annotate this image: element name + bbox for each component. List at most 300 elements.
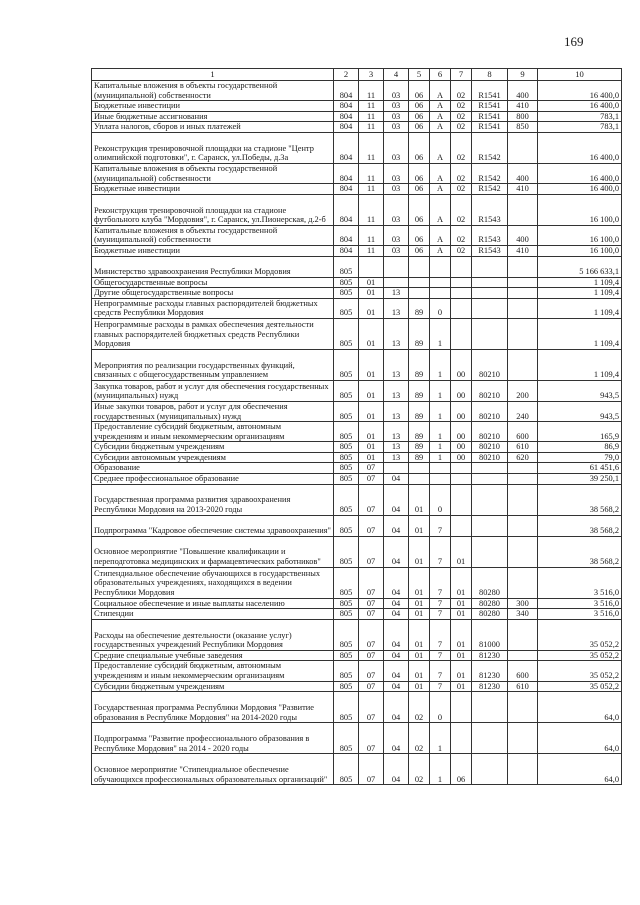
row-name-cell: Реконструкция тренировочной площадки на стадионе "Центр олимпийской подготовки", г. Саранск, ул.Победы, д.3а <box>92 132 334 163</box>
direction-code-cell: 81230 <box>472 681 508 692</box>
section-code-cell: 11 <box>359 225 384 245</box>
ministry-code-cell: 804 <box>334 194 359 225</box>
section-code-cell: 11 <box>359 111 384 122</box>
amount-cell: 783,1 <box>538 122 622 133</box>
amount-cell: 1 109,4 <box>538 349 622 380</box>
amount-cell: 35 052,2 <box>538 619 622 650</box>
subprogram-code-cell: 1 <box>430 380 451 401</box>
program-code-cell: 06 <box>409 81 430 101</box>
activity-code-cell <box>451 256 472 277</box>
header-cell-1: 1 <box>92 69 334 81</box>
program-code-cell: 06 <box>409 163 430 183</box>
budget-table <box>91 68 622 785</box>
row-name-cell: Среднее профессиональное образование <box>92 474 334 485</box>
amount-cell: 39 250,1 <box>538 474 622 485</box>
table-row <box>92 484 622 515</box>
subsection-code-cell: 03 <box>384 111 409 122</box>
ministry-code-cell: 804 <box>334 225 359 245</box>
program-code-cell: 01 <box>409 515 430 536</box>
activity-code-cell <box>451 318 472 349</box>
program-code-cell: 89 <box>409 349 430 380</box>
table-row <box>92 277 622 288</box>
program-code-cell: 89 <box>409 318 430 349</box>
program-code-cell: 89 <box>409 298 430 318</box>
subsection-code-cell: 04 <box>384 723 409 754</box>
row-name-cell: Министерство здравоохранения Республики Мордовия <box>92 256 334 277</box>
subprogram-code-cell: 0 <box>430 692 451 723</box>
program-code-cell <box>409 474 430 485</box>
expense-type-code-cell <box>508 754 538 785</box>
subprogram-code-cell: 7 <box>430 650 451 661</box>
activity-code-cell: 02 <box>451 163 472 183</box>
program-code-cell: 02 <box>409 723 430 754</box>
ministry-code-cell: 804 <box>334 81 359 101</box>
subprogram-code-cell: 7 <box>430 681 451 692</box>
row-name-cell: Капитальные вложения в объекты государственной (муниципальной) собственности <box>92 225 334 245</box>
subsection-code-cell: 04 <box>384 754 409 785</box>
activity-code-cell: 01 <box>451 661 472 681</box>
expense-type-code-cell: 800 <box>508 111 538 122</box>
row-name-cell: Капитальные вложения в объекты государственной (муниципальной) собственности <box>92 163 334 183</box>
table-row <box>92 515 622 536</box>
table-row <box>92 245 622 256</box>
subprogram-code-cell: 1 <box>430 754 451 785</box>
direction-code-cell: 80210 <box>472 452 508 463</box>
section-code-cell: 11 <box>359 101 384 112</box>
subprogram-code-cell: А <box>430 81 451 101</box>
expense-type-code-cell <box>508 298 538 318</box>
row-name-cell: Социальное обеспечение и иные выплаты населению <box>92 598 334 609</box>
subprogram-code-cell: 1 <box>430 422 451 442</box>
expense-type-code-cell: 600 <box>508 661 538 681</box>
section-code-cell: 07 <box>359 609 384 620</box>
expense-type-code-cell <box>508 484 538 515</box>
row-name-cell: Непрограммные расходы главных распорядителей бюджетных средств Республики Мордовия <box>92 298 334 318</box>
amount-cell: 35 052,2 <box>538 650 622 661</box>
table-row <box>92 122 622 133</box>
ministry-code-cell: 805 <box>334 723 359 754</box>
activity-code-cell: 01 <box>451 650 472 661</box>
ministry-code-cell: 804 <box>334 101 359 112</box>
ministry-code-cell: 805 <box>334 474 359 485</box>
expense-type-code-cell: 200 <box>508 380 538 401</box>
activity-code-cell: 02 <box>451 184 472 195</box>
ministry-code-cell: 805 <box>334 256 359 277</box>
subprogram-code-cell: 7 <box>430 515 451 536</box>
direction-code-cell <box>472 536 508 567</box>
section-code-cell: 01 <box>359 349 384 380</box>
amount-cell: 1 109,4 <box>538 318 622 349</box>
row-name-cell: Средние специальные учебные заведения <box>92 650 334 661</box>
row-name-cell: Субсидии бюджетным учреждениям <box>92 442 334 453</box>
subsection-code-cell <box>384 256 409 277</box>
row-name-cell: Субсидии автономным учреждениям <box>92 452 334 463</box>
activity-code-cell: 01 <box>451 567 472 598</box>
activity-code-cell: 02 <box>451 245 472 256</box>
section-code-cell: 01 <box>359 298 384 318</box>
table-row <box>92 132 622 163</box>
section-code-cell: 07 <box>359 650 384 661</box>
direction-code-cell: 81230 <box>472 661 508 681</box>
program-code-cell: 01 <box>409 484 430 515</box>
row-name-cell: Подпрограмма "Развитие профессионального образования в Республике Мордовия" на 2014 - 2020 годы <box>92 723 334 754</box>
ministry-code-cell: 805 <box>334 422 359 442</box>
header-cell-3: 3 <box>359 69 384 81</box>
activity-code-cell: 00 <box>451 380 472 401</box>
row-name-cell: Непрограммные расходы в рамках обеспечения деятельности главных распорядителей бюджетных средств Республики Мордовия <box>92 318 334 349</box>
subsection-code-cell: 03 <box>384 163 409 183</box>
section-code-cell: 01 <box>359 318 384 349</box>
expense-type-code-cell: 240 <box>508 401 538 421</box>
program-code-cell: 89 <box>409 422 430 442</box>
expense-type-code-cell: 410 <box>508 101 538 112</box>
expense-type-code-cell <box>508 723 538 754</box>
amount-cell: 1 109,4 <box>538 288 622 299</box>
direction-code-cell: R1541 <box>472 122 508 133</box>
table-row <box>92 81 622 101</box>
ministry-code-cell: 805 <box>334 661 359 681</box>
direction-code-cell <box>472 474 508 485</box>
table-row <box>92 463 622 474</box>
activity-code-cell: 01 <box>451 536 472 567</box>
subsection-code-cell: 04 <box>384 650 409 661</box>
direction-code-cell: R1541 <box>472 81 508 101</box>
header-cell-6: 6 <box>430 69 451 81</box>
header-cell-2: 2 <box>334 69 359 81</box>
table-row <box>92 723 622 754</box>
amount-cell: 35 052,2 <box>538 681 622 692</box>
direction-code-cell: 80210 <box>472 422 508 442</box>
expense-type-code-cell: 600 <box>508 422 538 442</box>
subsection-code-cell: 03 <box>384 101 409 112</box>
row-name-cell: Государственная программа Республики Мордовия "Развитие образования в Республике Мордовия" на 2014-2020 годы <box>92 692 334 723</box>
activity-code-cell <box>451 692 472 723</box>
direction-code-cell: 80280 <box>472 609 508 620</box>
section-code-cell <box>359 256 384 277</box>
direction-code-cell: 81000 <box>472 619 508 650</box>
direction-code-cell: R1541 <box>472 111 508 122</box>
row-name-cell: Предоставление субсидий бюджетным, автономным учреждениям и иным некоммерческим организациям <box>92 422 334 442</box>
ministry-code-cell: 804 <box>334 132 359 163</box>
ministry-code-cell: 805 <box>334 288 359 299</box>
budget-table-container <box>91 68 621 785</box>
amount-cell: 79,0 <box>538 452 622 463</box>
ministry-code-cell: 804 <box>334 163 359 183</box>
ministry-code-cell: 805 <box>334 349 359 380</box>
amount-cell: 61 451,6 <box>538 463 622 474</box>
expense-type-code-cell: 400 <box>508 163 538 183</box>
section-code-cell: 01 <box>359 380 384 401</box>
section-code-cell: 01 <box>359 277 384 288</box>
table-row <box>92 452 622 463</box>
direction-code-cell: 80210 <box>472 442 508 453</box>
subsection-code-cell: 03 <box>384 184 409 195</box>
expense-type-code-cell <box>508 194 538 225</box>
direction-code-cell: R1543 <box>472 245 508 256</box>
ministry-code-cell: 805 <box>334 536 359 567</box>
program-code-cell: 01 <box>409 619 430 650</box>
program-code-cell: 89 <box>409 442 430 453</box>
table-row <box>92 567 622 598</box>
amount-cell: 38 568,2 <box>538 536 622 567</box>
expense-type-code-cell: 410 <box>508 245 538 256</box>
section-code-cell: 07 <box>359 661 384 681</box>
table-row <box>92 692 622 723</box>
subprogram-code-cell: А <box>430 184 451 195</box>
table-row <box>92 401 622 421</box>
row-name-cell: Мероприятия по реализации государственных функций, связанных с общегосударственным управлением <box>92 349 334 380</box>
amount-cell: 16 400,0 <box>538 132 622 163</box>
amount-cell: 86,9 <box>538 442 622 453</box>
direction-code-cell: R1543 <box>472 225 508 245</box>
table-row <box>92 661 622 681</box>
table-row <box>92 380 622 401</box>
table-row <box>92 650 622 661</box>
expense-type-code-cell: 610 <box>508 442 538 453</box>
amount-cell: 16 400,0 <box>538 81 622 101</box>
expense-type-code-cell <box>508 349 538 380</box>
section-code-cell: 07 <box>359 619 384 650</box>
table-row <box>92 609 622 620</box>
amount-cell: 3 516,0 <box>538 567 622 598</box>
expense-type-code-cell: 400 <box>508 225 538 245</box>
amount-cell: 3 516,0 <box>538 609 622 620</box>
ministry-code-cell: 805 <box>334 401 359 421</box>
ministry-code-cell: 805 <box>334 650 359 661</box>
section-code-cell: 11 <box>359 132 384 163</box>
table-row <box>92 184 622 195</box>
expense-type-code-cell <box>508 567 538 598</box>
amount-cell: 165,9 <box>538 422 622 442</box>
subsection-code-cell: 03 <box>384 194 409 225</box>
subsection-code-cell: 03 <box>384 81 409 101</box>
program-code-cell: 01 <box>409 536 430 567</box>
subsection-code-cell: 04 <box>384 567 409 598</box>
expense-type-code-cell: 620 <box>508 452 538 463</box>
table-row <box>92 349 622 380</box>
section-code-cell: 07 <box>359 463 384 474</box>
direction-code-cell <box>472 754 508 785</box>
section-code-cell: 01 <box>359 442 384 453</box>
ministry-code-cell: 805 <box>334 298 359 318</box>
amount-cell: 943,5 <box>538 380 622 401</box>
table-row <box>92 111 622 122</box>
subsection-code-cell: 13 <box>384 318 409 349</box>
amount-cell: 38 568,2 <box>538 515 622 536</box>
subprogram-code-cell: А <box>430 111 451 122</box>
table-row <box>92 754 622 785</box>
program-code-cell: 01 <box>409 609 430 620</box>
page-number: 169 <box>564 34 584 49</box>
subprogram-code-cell <box>430 256 451 277</box>
row-name-cell: Иные закупки товаров, работ и услуг для обеспечения государственных (муниципальных) нужд <box>92 401 334 421</box>
program-code-cell: 06 <box>409 122 430 133</box>
amount-cell: 16 100,0 <box>538 225 622 245</box>
section-code-cell: 01 <box>359 401 384 421</box>
program-code-cell: 89 <box>409 380 430 401</box>
ministry-code-cell: 805 <box>334 277 359 288</box>
activity-code-cell <box>451 723 472 754</box>
row-name-cell: Основное мероприятие "Повышение квалификации и переподготовка медицинских и фармацевтических работников" <box>92 536 334 567</box>
ministry-code-cell: 805 <box>334 442 359 453</box>
direction-code-cell <box>472 277 508 288</box>
activity-code-cell <box>451 277 472 288</box>
budget-table-body <box>92 69 622 785</box>
amount-cell: 16 400,0 <box>538 163 622 183</box>
section-code-cell: 07 <box>359 681 384 692</box>
expense-type-code-cell <box>508 536 538 567</box>
subsection-code-cell: 04 <box>384 515 409 536</box>
subsection-code-cell: 13 <box>384 349 409 380</box>
row-name-cell: Основное мероприятие "Стипендиальное обеспечение обучающихся профессиональных образовательных организаций" <box>92 754 334 785</box>
subprogram-code-cell: 7 <box>430 609 451 620</box>
expense-type-code-cell <box>508 692 538 723</box>
subprogram-code-cell: А <box>430 132 451 163</box>
direction-code-cell <box>472 298 508 318</box>
section-code-cell: 07 <box>359 474 384 485</box>
row-name-cell: Стипендии <box>92 609 334 620</box>
expense-type-code-cell <box>508 650 538 661</box>
activity-code-cell <box>451 288 472 299</box>
section-code-cell: 07 <box>359 692 384 723</box>
section-code-cell: 07 <box>359 515 384 536</box>
amount-cell: 64,0 <box>538 754 622 785</box>
subprogram-code-cell: 7 <box>430 661 451 681</box>
program-code-cell: 06 <box>409 194 430 225</box>
activity-code-cell: 02 <box>451 111 472 122</box>
program-code-cell: 06 <box>409 132 430 163</box>
subsection-code-cell <box>384 277 409 288</box>
row-name-cell: Другие общегосударственные вопросы <box>92 288 334 299</box>
table-row <box>92 422 622 442</box>
row-name-cell: Государственная программа развития здравоохранения Республики Мордовия на 2013-2020 годы <box>92 484 334 515</box>
amount-cell: 1 109,4 <box>538 298 622 318</box>
section-code-cell: 07 <box>359 598 384 609</box>
direction-code-cell: R1542 <box>472 163 508 183</box>
direction-code-cell <box>472 288 508 299</box>
amount-cell: 64,0 <box>538 692 622 723</box>
table-row <box>92 681 622 692</box>
amount-cell: 943,5 <box>538 401 622 421</box>
ministry-code-cell: 805 <box>334 380 359 401</box>
direction-code-cell: 80210 <box>472 380 508 401</box>
subprogram-code-cell: 1 <box>430 723 451 754</box>
activity-code-cell: 00 <box>451 442 472 453</box>
section-code-cell: 07 <box>359 484 384 515</box>
amount-cell: 35 052,2 <box>538 661 622 681</box>
subprogram-code-cell: А <box>430 122 451 133</box>
expense-type-code-cell <box>508 288 538 299</box>
section-code-cell: 07 <box>359 536 384 567</box>
subprogram-code-cell: А <box>430 163 451 183</box>
subprogram-code-cell: 7 <box>430 619 451 650</box>
subsection-code-cell: 13 <box>384 288 409 299</box>
activity-code-cell <box>451 484 472 515</box>
row-name-cell: Бюджетные инвестиции <box>92 184 334 195</box>
program-code-cell <box>409 277 430 288</box>
row-name-cell: Капитальные вложения в объекты государственной (муниципальной) собственности <box>92 81 334 101</box>
section-code-cell: 11 <box>359 245 384 256</box>
amount-cell: 783,1 <box>538 111 622 122</box>
ministry-code-cell: 805 <box>334 515 359 536</box>
section-code-cell: 01 <box>359 288 384 299</box>
expense-type-code-cell: 300 <box>508 598 538 609</box>
row-name-cell: Общегосударственные вопросы <box>92 277 334 288</box>
ministry-code-cell: 805 <box>334 318 359 349</box>
subprogram-code-cell: А <box>430 194 451 225</box>
activity-code-cell: 00 <box>451 349 472 380</box>
table-row <box>92 163 622 183</box>
table-row <box>92 318 622 349</box>
program-code-cell: 06 <box>409 245 430 256</box>
subsection-code-cell: 03 <box>384 132 409 163</box>
header-cell-9: 9 <box>508 69 538 81</box>
activity-code-cell: 02 <box>451 81 472 101</box>
activity-code-cell: 02 <box>451 101 472 112</box>
row-name-cell: Стипендиальное обеспечение обучающихся в государственных образовательных учреждениях, находящихся в ведении Республики Мордовия <box>92 567 334 598</box>
amount-cell: 3 516,0 <box>538 598 622 609</box>
table-row <box>92 536 622 567</box>
header-cell-8: 8 <box>472 69 508 81</box>
row-name-cell: Реконструкция тренировочной площадки на стадионе футбольного клуба "Мордовия", г. Саранск, ул.Пионерская, д.2-б <box>92 194 334 225</box>
program-code-cell <box>409 288 430 299</box>
program-code-cell: 06 <box>409 225 430 245</box>
program-code-cell <box>409 256 430 277</box>
ministry-code-cell: 805 <box>334 754 359 785</box>
subprogram-code-cell: 7 <box>430 598 451 609</box>
section-code-cell: 01 <box>359 422 384 442</box>
expense-type-code-cell <box>508 277 538 288</box>
subsection-code-cell: 13 <box>384 401 409 421</box>
section-code-cell: 11 <box>359 194 384 225</box>
subsection-code-cell: 04 <box>384 692 409 723</box>
row-name-cell: Субсидии бюджетным учреждениям <box>92 681 334 692</box>
direction-code-cell <box>472 463 508 474</box>
table-row <box>92 194 622 225</box>
ministry-code-cell: 804 <box>334 111 359 122</box>
activity-code-cell <box>451 515 472 536</box>
section-code-cell: 11 <box>359 184 384 195</box>
subprogram-code-cell: 0 <box>430 298 451 318</box>
ministry-code-cell: 804 <box>334 184 359 195</box>
row-name-cell: Предоставление субсидий бюджетным, автономным учреждениям и иным некоммерческим организациям <box>92 661 334 681</box>
activity-code-cell: 00 <box>451 422 472 442</box>
expense-type-code-cell <box>508 474 538 485</box>
ministry-code-cell: 805 <box>334 619 359 650</box>
row-name-cell: Образование <box>92 463 334 474</box>
activity-code-cell <box>451 474 472 485</box>
subsection-code-cell: 03 <box>384 122 409 133</box>
table-row <box>92 298 622 318</box>
amount-cell: 38 568,2 <box>538 484 622 515</box>
row-name-cell: Закупка товаров, работ и услуг для обеспечения государственных (муниципальных) нужд <box>92 380 334 401</box>
subsection-code-cell: 13 <box>384 422 409 442</box>
table-row <box>92 288 622 299</box>
direction-code-cell: 80210 <box>472 349 508 380</box>
subsection-code-cell: 04 <box>384 661 409 681</box>
row-name-cell: Иные бюджетные ассигнования <box>92 111 334 122</box>
direction-code-cell <box>472 692 508 723</box>
activity-code-cell: 02 <box>451 194 472 225</box>
direction-code-cell: R1541 <box>472 101 508 112</box>
subprogram-code-cell: 7 <box>430 536 451 567</box>
header-cell-4: 4 <box>384 69 409 81</box>
direction-code-cell: R1542 <box>472 132 508 163</box>
expense-type-code-cell <box>508 132 538 163</box>
activity-code-cell: 00 <box>451 401 472 421</box>
direction-code-cell <box>472 515 508 536</box>
program-code-cell: 01 <box>409 661 430 681</box>
